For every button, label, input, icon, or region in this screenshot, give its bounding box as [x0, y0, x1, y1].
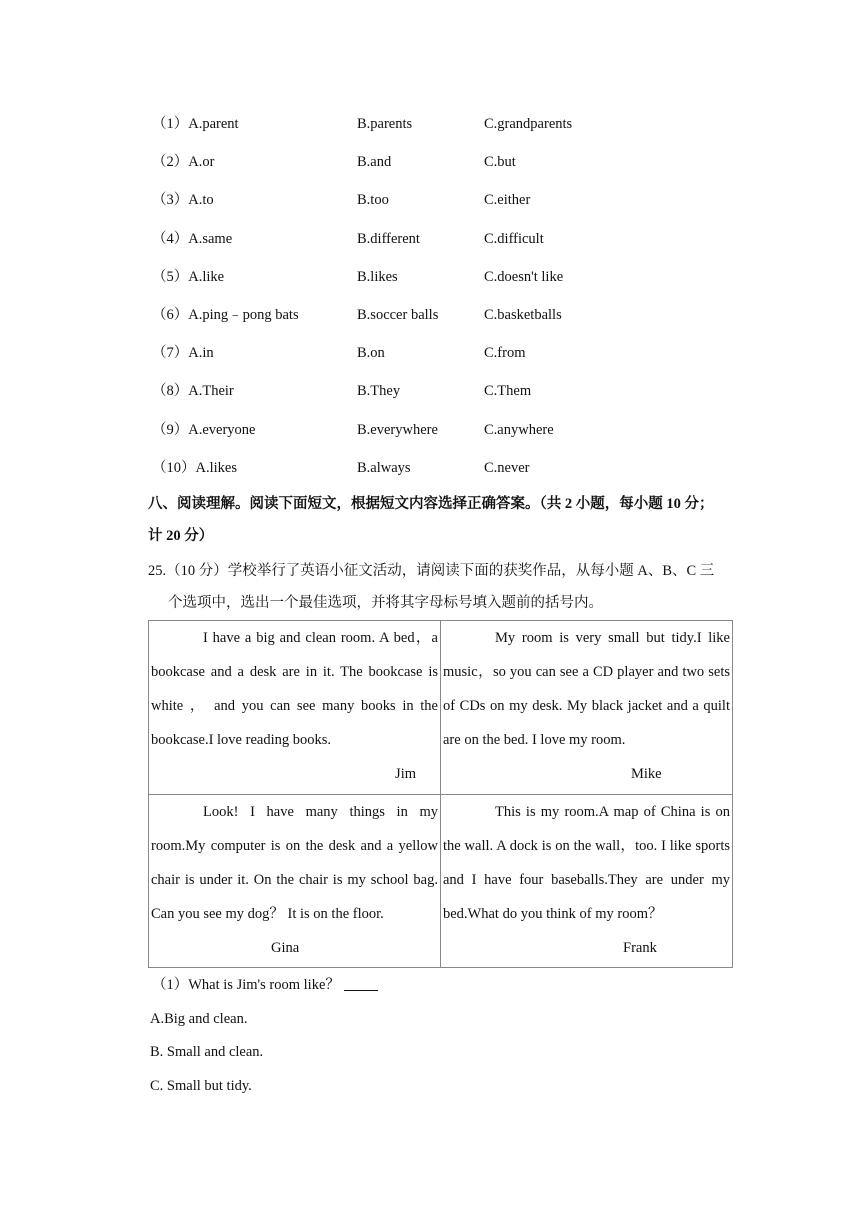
question-25-line2: 个选项中，选出一个最佳选项，并将其字母标号填入题前的括号内。	[168, 595, 603, 611]
option-b: B.everywhere	[357, 421, 438, 438]
answer-blank[interactable]	[344, 976, 378, 991]
option-b: B.different	[357, 230, 420, 247]
sub-question-1	[152, 975, 378, 995]
choice-b: B. Small and clean.	[150, 1044, 264, 1060]
option-c: C.but	[484, 154, 516, 171]
option-c: C.basketballs	[484, 307, 562, 323]
option-a: （4）A.same	[152, 230, 233, 247]
passage-frank-author: Frank	[623, 939, 657, 956]
sub-question-1-prompt: （1）What is Jim's room like？	[152, 977, 340, 993]
option-c: C.doesn't like	[484, 268, 564, 285]
option-b: B.They	[357, 383, 401, 400]
option-a: （1）A.parent	[152, 116, 239, 132]
passage-jim-text: I have a big and clean room. A bed，a bookcase and a desk are in it. The bookcase is white ， and you can see many books in the bookcase.I love reading books.	[151, 630, 438, 748]
section-heading-line2: 计 20 分）	[148, 528, 214, 544]
question-25-line1: 25.（10 分）学校举行了英语小征文活动，请阅读下面的获奖作品，从每小题 A、B、C 三	[148, 563, 715, 579]
passages-row-1	[149, 621, 733, 795]
option-b: B.soccer balls	[357, 307, 439, 323]
option-c: C.grandparents	[484, 116, 573, 132]
option-a: （7）A.in	[152, 345, 214, 362]
passage-gina-text: Look! I have many things in my room.My computer is on the desk and a yellow chair is under it. On the chair is my school bag. Can you see my dog？ It is on the floor.	[151, 803, 438, 922]
passage-jim-author: Jim	[395, 766, 416, 782]
passage-cell-gina	[149, 794, 441, 968]
choice-c: C. Small but tidy.	[150, 1078, 252, 1094]
option-c: C.from	[484, 345, 526, 362]
passage-cell-jim	[149, 621, 441, 795]
passages-table	[148, 620, 733, 968]
option-b: B.always	[357, 459, 411, 476]
option-c: C.anywhere	[484, 421, 554, 438]
option-b: B.and	[357, 154, 392, 171]
option-a: （5）A.like	[152, 268, 225, 285]
option-b: B.parents	[357, 116, 413, 132]
section-heading-line1: 八、阅读理解。阅读下面短文，根据短文内容选择正确答案。（共 2 小题，每小题 10 分；	[148, 496, 714, 512]
choice-a: A.Big and clean.	[150, 1011, 248, 1027]
option-a: （10）A.likes	[152, 459, 237, 476]
option-b: B.likes	[357, 268, 398, 285]
option-a: （9）A.everyone	[152, 421, 256, 438]
option-b: B.too	[357, 192, 389, 209]
option-c: C.never	[484, 459, 530, 476]
passage-gina-author: Gina	[271, 939, 300, 956]
passage-mike-author: Mike	[631, 766, 662, 782]
passages-row-2	[149, 794, 733, 968]
passage-cell-mike	[441, 621, 733, 795]
option-b: B.on	[357, 345, 385, 362]
option-a: （8）A.Their	[152, 383, 234, 400]
option-a: （6）A.ping﹣pong bats	[152, 307, 299, 323]
option-a: （3）A.to	[152, 192, 214, 209]
option-a: （2）A.or	[152, 154, 215, 171]
option-c: C.difficult	[484, 230, 544, 247]
passage-frank-text: This is my room.A map of China is on the wall. A dock is on the wall，too. I like sports and I have four baseballs.They are under my bed.What do you think of my room？	[443, 803, 730, 922]
passage-mike-text: My room is very small but tidy.I like music，so you can see a CD player and two sets of CDs on my desk. My black jacket and a quilt are on the bed. I love my room.	[443, 630, 730, 748]
option-c: C.Them	[484, 383, 532, 400]
option-c: C.either	[484, 192, 531, 209]
passage-cell-frank	[441, 794, 733, 968]
